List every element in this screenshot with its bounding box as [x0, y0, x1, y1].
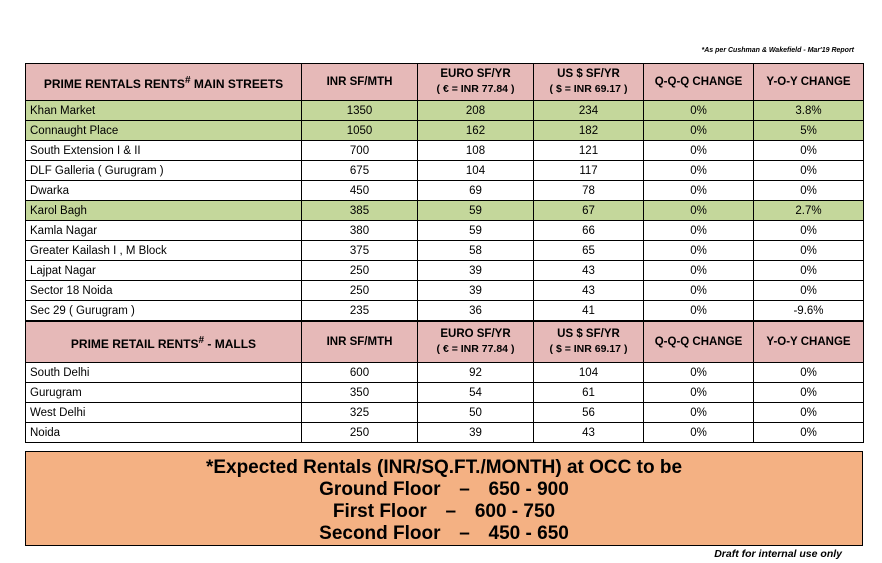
qoq-cell: 0%: [644, 423, 754, 443]
qoq-cell: 0%: [644, 403, 754, 423]
usd-column-label: US $ SF/YR: [557, 328, 620, 340]
location-cell: Sector 18 Noida: [26, 281, 302, 301]
qoq-cell: 0%: [644, 301, 754, 321]
usd-cell: 78: [534, 181, 644, 201]
yoy-cell: 0%: [754, 161, 864, 181]
usd-cell: 67: [534, 201, 644, 221]
table-row: [26, 141, 864, 161]
expected-rentals-heading: *Expected Rentals (INR/SQ.FT./MONTH) at OCC to be: [205, 457, 683, 478]
floor-range: 600 - 750: [474, 501, 556, 522]
euro-cell: 208: [418, 101, 534, 121]
draft-note: Draft for internal use only: [714, 548, 842, 560]
euro-cell: 39: [418, 261, 534, 281]
usd-cell: 234: [534, 101, 644, 121]
table-row: [26, 241, 864, 261]
qoq-cell: 0%: [644, 261, 754, 281]
inr-cell: 350: [302, 383, 418, 403]
floor-range: 650 - 900: [488, 479, 569, 500]
location-cell: Khan Market: [26, 101, 302, 121]
main-streets-title-suffix: MAIN STREETS: [190, 76, 284, 91]
location-cell: Dwarka: [26, 181, 302, 201]
floor-dash: –: [459, 523, 470, 544]
usd-cell: 66: [534, 221, 644, 241]
table-row: [26, 363, 864, 383]
inr-cell: 700: [302, 141, 418, 161]
inr-cell: 250: [302, 423, 418, 443]
inr-cell: 1050: [302, 121, 418, 141]
malls-title: PRIME RETAIL RENTS: [70, 336, 199, 351]
table-row: [26, 121, 864, 141]
qoq-cell: 0%: [644, 201, 754, 221]
euro-cell: 54: [418, 383, 534, 403]
table-row: [26, 281, 864, 301]
usd-cell: 43: [534, 423, 644, 443]
qoq-cell: 0%: [644, 101, 754, 121]
inr-cell: 250: [302, 281, 418, 301]
floor-dash: –: [459, 479, 470, 500]
inr-cell: 250: [302, 261, 418, 281]
inr-cell: 600: [302, 363, 418, 383]
location-cell: Connaught Place: [26, 121, 302, 141]
euro-cell: 108: [418, 141, 534, 161]
yoy-cell: 0%: [754, 221, 864, 241]
floor-line: [26, 479, 862, 501]
euro-cell: 92: [418, 363, 534, 383]
qoq-cell: 0%: [644, 121, 754, 141]
expected-rentals-box: [25, 451, 863, 546]
euro-cell: 50: [418, 403, 534, 423]
main-streets-table: [25, 63, 864, 321]
floor-line: [26, 501, 862, 523]
euro-column-label: EURO SF/YR: [440, 68, 511, 80]
euro-column-header: [418, 64, 534, 101]
floor-label: Second Floor: [319, 523, 441, 544]
yoy-cell: 0%: [754, 241, 864, 261]
table-row: [26, 423, 864, 443]
euro-rate-label: ( € = INR 77.84 ): [436, 343, 515, 355]
inr-column-header: INR SF/MTH: [302, 322, 418, 363]
qoq-cell: 0%: [644, 141, 754, 161]
euro-cell: 69: [418, 181, 534, 201]
yoy-cell: 0%: [754, 181, 864, 201]
main-streets-body: [26, 101, 864, 321]
qoq-cell: 0%: [644, 383, 754, 403]
table-row: [26, 201, 864, 221]
yoy-cell: 2.7%: [754, 201, 864, 221]
usd-cell: 61: [534, 383, 644, 403]
euro-cell: 39: [418, 281, 534, 301]
floor-label: First Floor: [332, 501, 427, 522]
euro-cell: 39: [418, 423, 534, 443]
usd-cell: 121: [534, 141, 644, 161]
usd-rate-label: ( $ = INR 69.17 ): [549, 83, 628, 95]
main-streets-title-header: [26, 64, 302, 101]
floor-entry: [319, 479, 569, 501]
inr-column-header: INR SF/MTH: [302, 64, 418, 101]
yoy-cell: 0%: [754, 281, 864, 301]
table-row: [26, 383, 864, 403]
malls-title-suffix: - MALLS: [204, 336, 257, 351]
yoy-cell: 0%: [754, 261, 864, 281]
malls-table: [25, 321, 864, 443]
inr-cell: 235: [302, 301, 418, 321]
floor-range: 450 - 650: [488, 523, 569, 544]
table-row: [26, 261, 864, 281]
yoy-cell: 3.8%: [754, 101, 864, 121]
malls-header-row: [26, 322, 864, 363]
malls-title-sup: #: [198, 334, 205, 346]
euro-cell: 59: [418, 221, 534, 241]
location-cell: Greater Kailash I , M Block: [26, 241, 302, 261]
qoq-cell: 0%: [644, 181, 754, 201]
usd-rate-label: ( $ = INR 69.17 ): [549, 343, 628, 355]
main-streets-title-sup: #: [184, 74, 191, 86]
euro-cell: 104: [418, 161, 534, 181]
floor-list: [26, 479, 862, 545]
inr-cell: 675: [302, 161, 418, 181]
inr-cell: 325: [302, 403, 418, 423]
usd-column-label: US $ SF/YR: [557, 68, 620, 80]
usd-column-header: [534, 322, 644, 363]
usd-cell: 43: [534, 281, 644, 301]
qoq-column-header: Q-Q-Q CHANGE: [644, 64, 754, 101]
euro-cell: 58: [418, 241, 534, 261]
floor-label: Ground Floor: [319, 479, 441, 500]
location-cell: Kamla Nagar: [26, 221, 302, 241]
qoq-cell: 0%: [644, 241, 754, 261]
malls-title-header: [26, 322, 302, 363]
location-cell: Lajpat Nagar: [26, 261, 302, 281]
euro-cell: 59: [418, 201, 534, 221]
usd-column-header: [534, 64, 644, 101]
floor-dash: –: [445, 501, 457, 522]
location-cell: Gurugram: [26, 383, 302, 403]
main-streets-header-row: [26, 64, 864, 101]
usd-cell: 41: [534, 301, 644, 321]
main-streets-title: PRIME RENTALS RENTS: [43, 76, 185, 91]
qoq-cell: 0%: [644, 161, 754, 181]
inr-cell: 375: [302, 241, 418, 261]
table-row: [26, 101, 864, 121]
inr-cell: 1350: [302, 101, 418, 121]
location-cell: Noida: [26, 423, 302, 443]
qoq-cell: 0%: [644, 363, 754, 383]
usd-cell: 182: [534, 121, 644, 141]
qoq-column-header: Q-Q-Q CHANGE: [644, 322, 754, 363]
euro-column-label: EURO SF/YR: [440, 328, 511, 340]
location-cell: South Extension I & II: [26, 141, 302, 161]
usd-cell: 43: [534, 261, 644, 281]
table-row: [26, 161, 864, 181]
yoy-cell: 0%: [754, 363, 864, 383]
yoy-cell: -9.6%: [754, 301, 864, 321]
euro-cell: 162: [418, 121, 534, 141]
table-row: [26, 301, 864, 321]
yoy-cell: 5%: [754, 121, 864, 141]
location-cell: South Delhi: [26, 363, 302, 383]
yoy-cell: 0%: [754, 141, 864, 161]
table-row: [26, 403, 864, 423]
yoy-column-header: Y-O-Y CHANGE: [754, 322, 864, 363]
location-cell: Sec 29 ( Gurugram ): [26, 301, 302, 321]
usd-cell: 65: [534, 241, 644, 261]
floor-entry: [319, 523, 569, 545]
table-row: [26, 221, 864, 241]
inr-cell: 385: [302, 201, 418, 221]
qoq-cell: 0%: [644, 221, 754, 241]
yoy-column-header: Y-O-Y CHANGE: [754, 64, 864, 101]
location-cell: West Delhi: [26, 403, 302, 423]
usd-cell: 104: [534, 363, 644, 383]
floor-entry: [333, 501, 555, 523]
yoy-cell: 0%: [754, 423, 864, 443]
euro-rate-label: ( € = INR 77.84 ): [436, 83, 515, 95]
usd-cell: 117: [534, 161, 644, 181]
yoy-cell: 0%: [754, 383, 864, 403]
table-row: [26, 181, 864, 201]
floor-line: [26, 523, 862, 545]
inr-cell: 380: [302, 221, 418, 241]
source-note: *As per Cushman & Wakefield - Mar'19 Report: [701, 47, 854, 54]
yoy-cell: 0%: [754, 403, 864, 423]
euro-cell: 36: [418, 301, 534, 321]
usd-cell: 56: [534, 403, 644, 423]
inr-cell: 450: [302, 181, 418, 201]
location-cell: DLF Galleria ( Gurugram ): [26, 161, 302, 181]
location-cell: Karol Bagh: [26, 201, 302, 221]
qoq-cell: 0%: [644, 281, 754, 301]
euro-column-header: [418, 322, 534, 363]
malls-body: [26, 363, 864, 443]
